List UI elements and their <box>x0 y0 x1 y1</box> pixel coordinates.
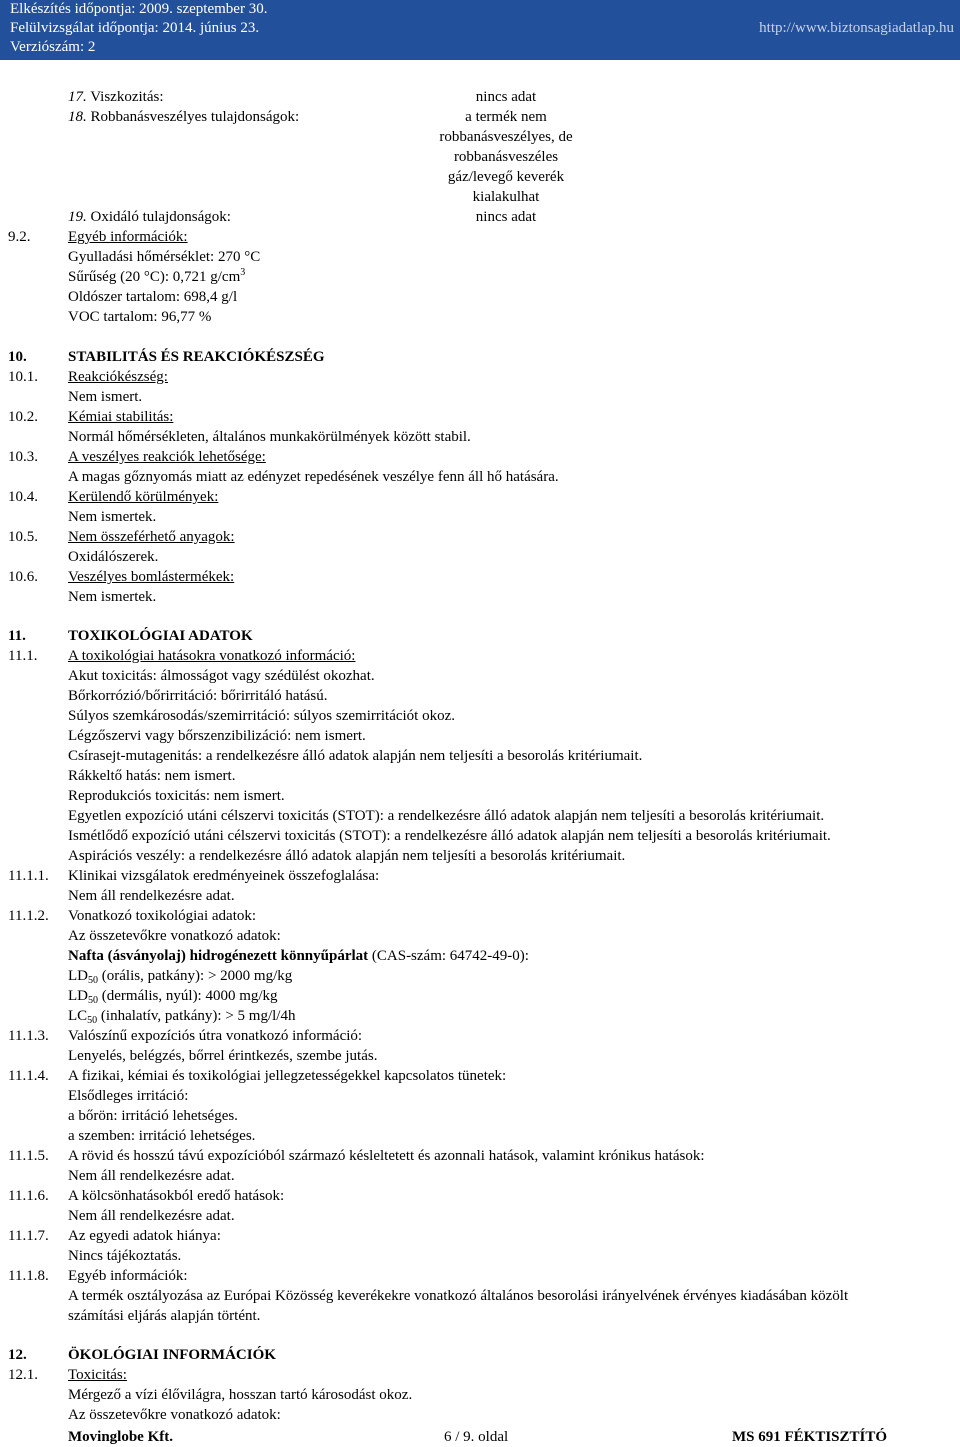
subsection-text <box>0 1405 960 1425</box>
page-number: 6 / 9. oldal <box>444 1429 509 1445</box>
subsection-text <box>0 1086 960 1106</box>
body-text: Nem ismertek. <box>68 589 157 605</box>
subsection-title: A fizikai, kémiai és toxikológiai jellegzetességekkel kapcsolatos tünetek: <box>68 1068 507 1084</box>
tox-value: (inhalatív, patkány): > 5 mg/l/4h <box>97 1008 296 1024</box>
tox-value: (orális, patkány): > 2000 mg/kg <box>98 968 293 984</box>
property-value-line <box>0 167 960 187</box>
product-name: MS 691 FÉKTISZTÍTÓ <box>732 1429 888 1445</box>
body-text: Reprodukciós toxicitás: nem ismert. <box>68 788 285 804</box>
property-value-line <box>0 147 960 167</box>
subsection-number: 11.1.1. <box>8 868 49 884</box>
property-value: robbanásveszélyes, de <box>439 129 573 145</box>
density-text: Sűrűség (20 °C): 0,721 g/cm <box>68 269 241 285</box>
subsection-heading <box>0 1026 960 1046</box>
body-text: Csírasejt-mutagenitás: a rendelkezésre álló adatok alapján nem teljesíti a besorolás kritériumait. <box>68 748 643 764</box>
body-text: Aspirációs veszély: a rendelkezésre álló adatok alapján nem teljesíti a besorolás kritériumait. <box>68 848 626 864</box>
subsection-number: 10.1. <box>8 369 38 385</box>
tox-line <box>0 726 960 746</box>
page-footer <box>0 1427 960 1447</box>
property-oxidizing <box>0 207 960 227</box>
tox-line <box>0 786 960 806</box>
property-label: Oxidáló tulajdonságok: <box>90 209 231 225</box>
subsection-number: 11.1.6. <box>8 1188 49 1204</box>
property-explosive <box>0 107 960 127</box>
property-number: 17. <box>68 89 87 105</box>
tox-prefix: LD <box>68 968 88 984</box>
subsection-heading <box>0 367 960 387</box>
body-text: Mérgező a vízi élővilágra, hosszan tartó károsodást okoz. <box>68 1387 413 1403</box>
body-text: Lenyelés, belégzés, bőrrel érintkezés, szembe jutás. <box>68 1048 378 1064</box>
subsection-heading <box>0 646 960 666</box>
tox-line <box>0 746 960 766</box>
subsection-title: Vonatkozó toxikológiai adatok: <box>68 908 257 924</box>
created-date: Elkészítés időpontja: 2009. szeptember 30. <box>10 1 268 17</box>
subsection-text <box>0 547 960 567</box>
property-value: robbanásveszéles <box>453 149 559 165</box>
subsection-heading <box>0 1066 960 1086</box>
subsection-text <box>0 1166 960 1186</box>
subsection-text <box>0 1306 960 1326</box>
ignition-text: Gyulladási hőmérséklet: 270 °C <box>68 249 261 265</box>
property-number: 19. <box>68 209 87 225</box>
property-label: Robbanásveszélyes tulajdonságok: <box>90 109 300 125</box>
subsection-number: 10.4. <box>8 489 38 505</box>
substance-cas: (CAS-szám: 64742-49-0): <box>368 948 529 964</box>
subsection-number: 11.1.5. <box>8 1148 49 1164</box>
property-value: kialakulhat <box>472 189 540 205</box>
subsection-heading <box>0 527 960 547</box>
subsection-heading <box>0 1365 960 1385</box>
subsection-title: Egyéb információk: <box>68 1268 188 1284</box>
tox-line <box>0 706 960 726</box>
subsection-heading <box>0 906 960 926</box>
subsection-title: A kölcsönhatásokból eredő hatások: <box>68 1188 285 1204</box>
tox-value-line <box>0 1006 960 1026</box>
subsection-text <box>0 1286 960 1306</box>
subsection-title: Valószínű expozíciós útra vonatkozó információ: <box>68 1028 363 1044</box>
body-text: Nem ismertek. <box>68 509 157 525</box>
section-number: 11. <box>8 628 26 644</box>
subsection-number: 10.2. <box>8 409 38 425</box>
tox-subscript: 50 <box>87 1015 98 1026</box>
subsection-heading <box>0 1146 960 1166</box>
subsection-title: Toxicitás: <box>68 1367 127 1383</box>
section-title: ÖKOLÓGIAI INFORMÁCIÓK <box>68 1347 276 1363</box>
substance-name: Nafta (ásványolaj) hidrogénezett könnyűpárlat <box>68 948 369 964</box>
body-text: A magas gőznyomás miatt az edényzet repedésének veszélye fenn áll hő hatására. <box>68 469 559 485</box>
tox-value-line <box>0 966 960 986</box>
subsection-heading <box>0 567 960 587</box>
subsection-heading <box>0 407 960 427</box>
subsection-text <box>0 507 960 527</box>
tox-prefix: LD <box>68 988 88 1004</box>
property-value: nincs adat <box>475 209 537 225</box>
tox-value: (dermális, nyúl): 4000 mg/kg <box>98 988 278 1004</box>
subsection-text <box>0 1046 960 1066</box>
section-heading <box>0 347 960 367</box>
section-number: 9.2. <box>8 229 31 245</box>
subsection-text <box>0 427 960 447</box>
tox-line <box>0 806 960 826</box>
subsection-text <box>0 1385 960 1405</box>
section-title: Egyéb információk: <box>68 229 188 245</box>
voc-content <box>0 307 960 327</box>
subsection-number: 11.1.3. <box>8 1028 49 1044</box>
body-text: Nincs tájékoztatás. <box>68 1248 182 1264</box>
tox-line <box>0 846 960 866</box>
section-heading <box>0 227 960 247</box>
body-text: Nem áll rendelkezésre adat. <box>68 1168 235 1184</box>
subsection-title: A rövid és hosszú távú expozícióból származó késleltetett és azonnali hatások, valamint krónikus hatások: <box>68 1148 705 1164</box>
body-text: a szemben: irritáció lehetséges. <box>68 1128 256 1144</box>
body-text: Az összetevőkre vonatkozó adatok: <box>68 1407 281 1423</box>
section-title: STABILITÁS ÉS REAKCIÓKÉSZSÉG <box>68 349 325 365</box>
subsection-text <box>0 467 960 487</box>
tox-line <box>0 826 960 846</box>
solvent-content <box>0 287 960 307</box>
subsection-title: Kerülendő körülmények: <box>68 489 219 505</box>
subsection-number: 10.6. <box>8 569 38 585</box>
subsection-heading <box>0 1266 960 1286</box>
website-link[interactable]: http://www.biztonsagiadatlap.hu <box>759 20 954 36</box>
subsection-number: 11.1.2. <box>8 908 49 924</box>
property-value-line <box>0 127 960 147</box>
tox-value-line <box>0 986 960 1006</box>
subsection-title: Kémiai stabilitás: <box>68 409 174 425</box>
subsection-number: 11.1.4. <box>8 1068 49 1084</box>
subsection-title: Az egyedi adatok hiánya: <box>68 1228 221 1244</box>
tox-line <box>0 766 960 786</box>
tox-prefix: LC <box>68 1008 88 1024</box>
subsection-number: 11.1.8. <box>8 1268 49 1284</box>
body-text: Súlyos szemkárosodás/szemirritáció: súlyos szemirritációt okoz. <box>68 708 455 724</box>
subsection-heading <box>0 1226 960 1246</box>
body-text: Rákkeltő hatás: nem ismert. <box>68 768 236 784</box>
property-label: Viszkozitás: <box>90 89 164 105</box>
subsection-heading <box>0 1186 960 1206</box>
body-text: Nem áll rendelkezésre adat. <box>68 888 235 904</box>
body-text: Akut toxicitás: álmosságot vagy szédülést okozhat. <box>68 668 375 684</box>
subsection-title: A veszélyes reakciók lehetősége: <box>68 449 266 465</box>
company-name: Movinglobe Kft. <box>68 1429 173 1445</box>
body-text: Oxidálószerek. <box>68 549 159 565</box>
voc-text: VOC tartalom: 96,77 % <box>68 309 212 325</box>
subsection-text <box>0 1206 960 1226</box>
body-text: a bőrön: irritáció lehetséges. <box>68 1108 238 1124</box>
density <box>0 267 960 287</box>
subsection-title: Klinikai vizsgálatok eredményeinek összefoglalása: <box>68 868 380 884</box>
section-title: TOXIKOLÓGIAI ADATOK <box>68 628 253 644</box>
body-text: A termék osztályozása az Európai Közösség keverékekre vonatkozó általános besorolási irányelvének érvényes kiadásában közölt <box>68 1288 849 1304</box>
subsection-heading <box>0 447 960 467</box>
property-viscosity <box>0 87 960 107</box>
subsection-heading <box>0 866 960 886</box>
document-header <box>0 0 960 60</box>
body-text: Nem ismert. <box>68 389 143 405</box>
subsection-number: 11.1.7. <box>8 1228 49 1244</box>
subsection-text <box>0 926 960 946</box>
section-number: 12. <box>8 1347 27 1363</box>
property-value: nincs adat <box>475 89 537 105</box>
property-value: a termék nem <box>465 109 547 125</box>
subsection-number: 12.1. <box>8 1367 38 1383</box>
substance-line <box>0 946 960 966</box>
body-text: Bőrkorrózió/bőrirritáció: bőrirritáló hatású. <box>68 688 328 704</box>
section-number: 10. <box>8 349 27 365</box>
property-value: gáz/levegő keverék <box>447 169 565 185</box>
body-text: Az összetevőkre vonatkozó adatok: <box>68 928 281 944</box>
tox-line <box>0 686 960 706</box>
section-heading <box>0 626 960 646</box>
subsection-text <box>0 587 960 607</box>
tox-line <box>0 666 960 686</box>
version-number: Verziószám: 2 <box>10 39 96 55</box>
property-number: 18. <box>68 109 87 125</box>
revision-date: Felülvizsgálat időpontja: 2014. június 23. <box>10 20 260 36</box>
tox-subscript: 50 <box>88 975 98 986</box>
subsection-number: 11.1. <box>8 648 38 664</box>
subsection-number: 10.3. <box>8 449 38 465</box>
subsection-text <box>0 1106 960 1126</box>
property-value-line <box>0 187 960 207</box>
subsection-text <box>0 387 960 407</box>
body-text: Légzőszervi vagy bőrszenzibilizáció: nem ismert. <box>68 728 366 744</box>
body-text: Elsődleges irritáció: <box>68 1088 189 1104</box>
section-heading <box>0 1345 960 1365</box>
subsection-title: Veszélyes bomlástermékek: <box>68 569 235 585</box>
density-exponent: 3 <box>240 267 246 278</box>
subsection-title: Reakciókészség: <box>68 369 168 385</box>
tox-subscript: 50 <box>88 995 98 1006</box>
subsection-text <box>0 886 960 906</box>
body-text: Nem áll rendelkezésre adat. <box>68 1208 235 1224</box>
subsection-text <box>0 1246 960 1266</box>
ignition-temperature <box>0 247 960 267</box>
subsection-heading <box>0 487 960 507</box>
body-text: számítási eljárás alapján történt. <box>68 1308 261 1324</box>
body-text: Egyetlen expozíció utáni célszervi toxicitás (STOT): a rendelkezésre álló adatok alapján nem teljesíti a besorolás kritériumait. <box>68 808 825 824</box>
solvent-text: Oldószer tartalom: 698,4 g/l <box>68 289 238 305</box>
subsection-title: Nem összeférhető anyagok: <box>68 529 235 545</box>
subsection-text <box>0 1126 960 1146</box>
subsection-title: A toxikológiai hatásokra vonatkozó információ: <box>68 648 356 664</box>
subsection-number: 10.5. <box>8 529 38 545</box>
body-text: Ismétlődő expozíció utáni célszervi toxicitás (STOT): a rendelkezésre álló adatok alapján nem teljesíti a besorolás kritériumait. <box>68 828 831 844</box>
body-text: Normál hőmérsékleten, általános munkakörülmények között stabil. <box>68 429 471 445</box>
